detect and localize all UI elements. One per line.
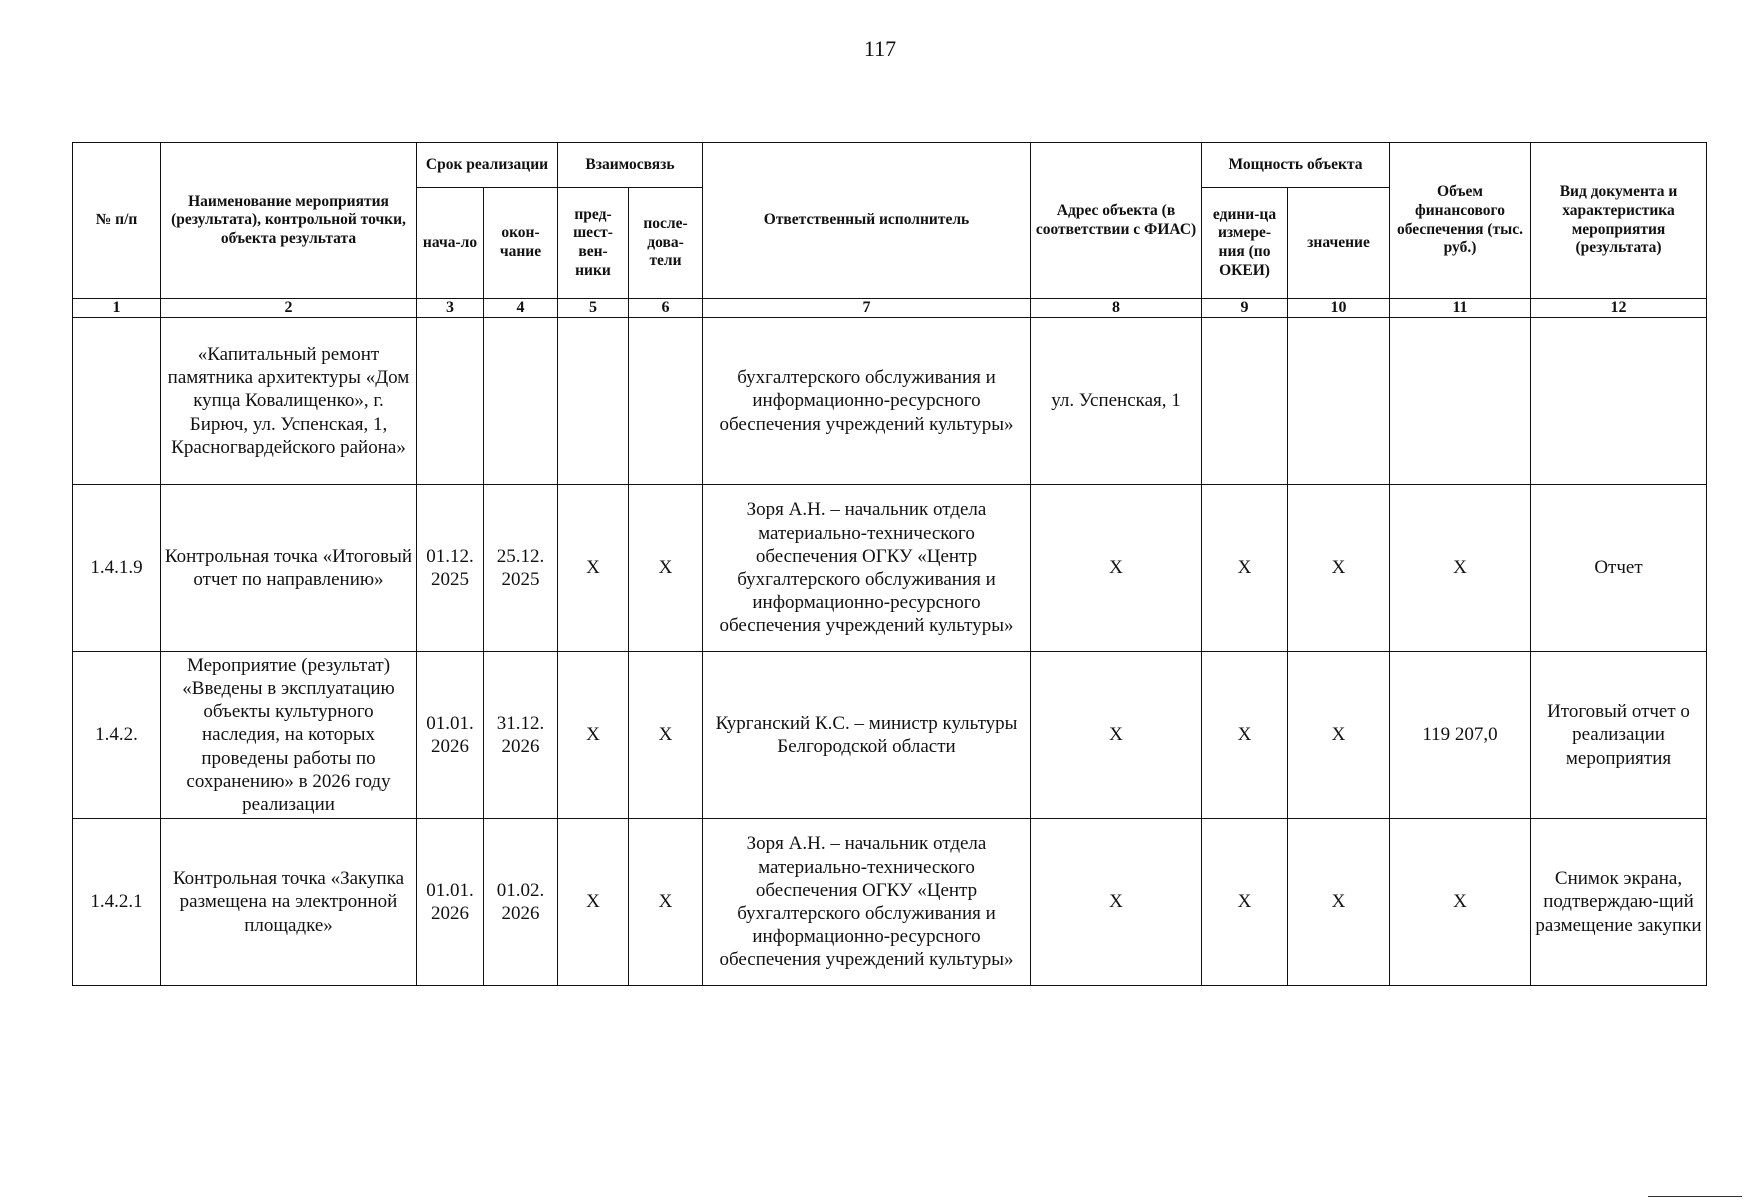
header-name: Наименование мероприятия (результата), контрольной точки, объекта результата — [161, 143, 417, 299]
cell-name: Контрольная точка «Закупка размещена на электронной площадке» — [161, 819, 417, 986]
cell-doc: Снимок экрана, подтверждаю-щий размещение закупки — [1531, 819, 1707, 986]
header-term: Срок реализации — [417, 143, 558, 188]
header-term-end: окон-чание — [484, 188, 558, 299]
cell-prev: Х — [558, 819, 629, 986]
table-row — [73, 318, 1707, 485]
cell-start — [417, 318, 484, 485]
cell-finance: Х — [1390, 485, 1531, 652]
header-term-start: нача-ло — [417, 188, 484, 299]
cell-address: Х — [1031, 819, 1202, 986]
cell-responsible: бухгалтерского обслуживания и информационно-ресурсного обеспечения учреждений культуры» — [703, 318, 1031, 485]
cell-end — [484, 318, 558, 485]
page-number: 117 — [863, 36, 897, 61]
cell-address: ул. Успенская, 1 — [1031, 318, 1202, 485]
header-num: № п/п — [73, 143, 161, 299]
cell-name: Контрольная точка «Итоговый отчет по направлению» — [161, 485, 417, 652]
cell-end: 25.12. 2025 — [484, 485, 558, 652]
cell-value — [1288, 318, 1390, 485]
cell-num: 1.4.1.9 — [73, 485, 161, 652]
cell-doc: Отчет — [1531, 485, 1707, 652]
cell-next: Х — [629, 652, 703, 819]
cell-unit: Х — [1202, 652, 1288, 819]
cell-num: 1.4.2. — [73, 652, 161, 819]
header-link: Взаимосвязь — [558, 143, 703, 188]
column-number: 9 — [1202, 299, 1288, 318]
scan-artifact-line — [1648, 1196, 1742, 1197]
column-number: 11 — [1390, 299, 1531, 318]
table-row — [73, 652, 1707, 819]
cell-responsible: Зоря А.Н. – начальник отдела материально-технического обеспечения ОГКУ «Центр бухгалтерского обслуживания и информационно-ресурсного обеспечения учреждений культуры» — [703, 485, 1031, 652]
cell-start: 01.01. 2026 — [417, 819, 484, 986]
cell-unit — [1202, 318, 1288, 485]
column-number: 6 — [629, 299, 703, 318]
table-row — [73, 819, 1707, 986]
column-number: 12 — [1531, 299, 1707, 318]
cell-name: Мероприятие (результат) «Введены в эксплуатацию объекты культурного наследия, на которых проведены работы по сохранению» в 2026 году реализации — [161, 652, 417, 819]
cell-address: Х — [1031, 485, 1202, 652]
header-link-next: после-дова-тели — [629, 188, 703, 299]
cell-num: 1.4.2.1 — [73, 819, 161, 986]
cell-next: Х — [629, 819, 703, 986]
header-capacity-unit: едини-ца измере-ния (по ОКЕИ) — [1202, 188, 1288, 299]
table-row — [73, 485, 1707, 652]
cell-start: 01.01. 2026 — [417, 652, 484, 819]
cell-value: Х — [1288, 652, 1390, 819]
header-link-prev: пред-шест-вен-ники — [558, 188, 629, 299]
cell-unit: Х — [1202, 819, 1288, 986]
cell-end: 31.12. 2026 — [484, 652, 558, 819]
header-doc: Вид документа и характеристика мероприятия (результата) — [1531, 143, 1707, 299]
column-number-row — [73, 299, 1707, 318]
cell-value: Х — [1288, 485, 1390, 652]
header-address: Адрес объекта (в соответствии с ФИАС) — [1031, 143, 1202, 299]
cell-name: «Капитальный ремонт памятника архитектуры «Дом купца Ковалищенко», г. Бирюч, ул. Успенская, 1, Красногвардейского района» — [161, 318, 417, 485]
cell-value: Х — [1288, 819, 1390, 986]
cell-address: Х — [1031, 652, 1202, 819]
cell-start: 01.12. 2025 — [417, 485, 484, 652]
column-number: 8 — [1031, 299, 1202, 318]
cell-num — [73, 318, 161, 485]
header-row — [73, 143, 1707, 188]
cell-responsible: Курганский К.С. – министр культуры Белгородской области — [703, 652, 1031, 819]
cell-finance: 119 207,0 — [1390, 652, 1531, 819]
column-number: 10 — [1288, 299, 1390, 318]
column-number: 2 — [161, 299, 417, 318]
cell-prev: Х — [558, 652, 629, 819]
cell-prev: Х — [558, 485, 629, 652]
cell-next: Х — [629, 485, 703, 652]
header-finance: Объем финансового обеспечения (тыс. руб.) — [1390, 143, 1531, 299]
column-number: 7 — [703, 299, 1031, 318]
measures-table — [72, 142, 1707, 986]
cell-finance — [1390, 318, 1531, 485]
cell-prev — [558, 318, 629, 485]
header-capacity: Мощность объекта — [1202, 143, 1390, 188]
header-capacity-value: значение — [1288, 188, 1390, 299]
column-number: 1 — [73, 299, 161, 318]
column-number: 3 — [417, 299, 484, 318]
cell-next — [629, 318, 703, 485]
column-number: 4 — [484, 299, 558, 318]
column-number: 5 — [558, 299, 629, 318]
cell-end: 01.02. 2026 — [484, 819, 558, 986]
header-responsible: Ответственный исполнитель — [703, 143, 1031, 299]
cell-doc: Итоговый отчет о реализации мероприятия — [1531, 652, 1707, 819]
cell-finance: Х — [1390, 819, 1531, 986]
cell-unit: Х — [1202, 485, 1288, 652]
cell-doc — [1531, 318, 1707, 485]
cell-responsible: Зоря А.Н. – начальник отдела материально-технического обеспечения ОГКУ «Центр бухгалтерского обслуживания и информационно-ресурсного обеспечения учреждений культуры» — [703, 819, 1031, 986]
